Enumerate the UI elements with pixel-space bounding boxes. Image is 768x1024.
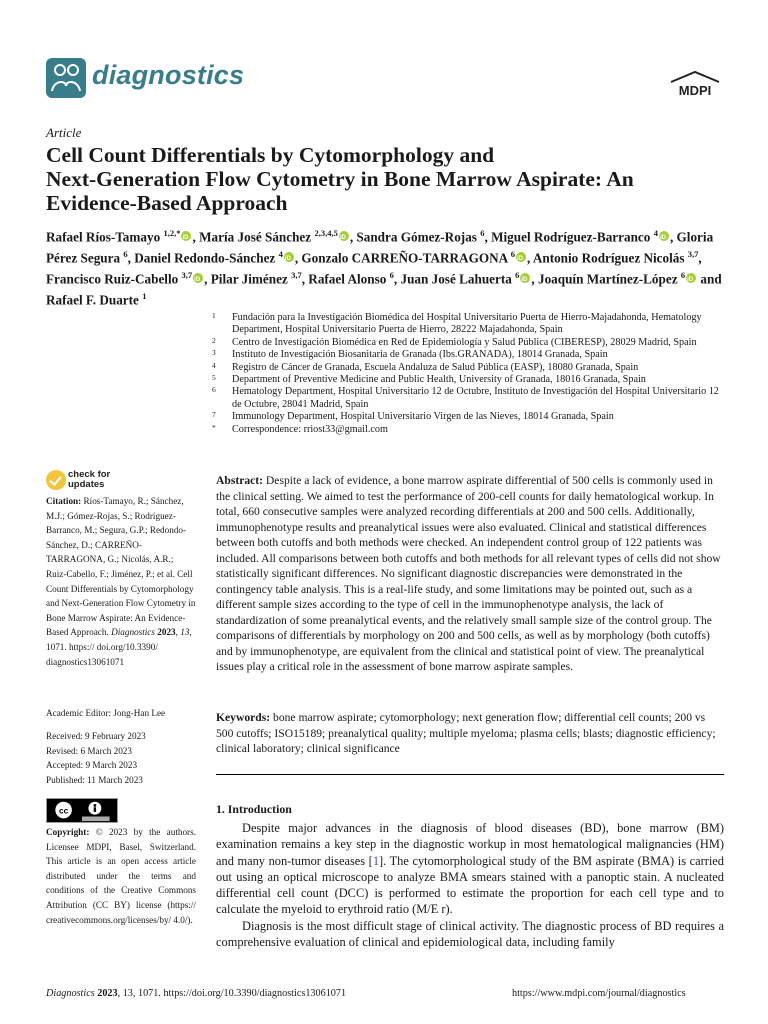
author-name: Rafael Ríos-Tamayo: [46, 229, 164, 245]
author-affiliation-marker: 2,3,4,5: [314, 228, 338, 238]
affiliation-text: Instituto de Investigación Biosanitaria de Granada (Ibs.GRANADA), 18014 Granada, Spain: [232, 349, 608, 361]
author-affiliation-marker: 3,7: [181, 269, 193, 280]
check-for-updates-label[interactable]: check for updates: [68, 469, 111, 490]
affiliation-item: [210, 424, 730, 436]
journal-name[interactable]: diagnostics: [92, 60, 245, 90]
reference-link[interactable]: 1: [372, 853, 380, 868]
abstract: Abstract: Despite a lack of evidence, a bone marrow aspirate differential of 500 cells is commonly used in the clinical setting. We aimed to test the performance of 200-cell counts for daily hematological workup. In total, 660 consecutive samples were analyzed recording differentials at 200 and 500 cells. Additionally, immunophenotype results and preanalytical issues were also evaluated. Clinical and statistical differences between both cutoffs and both methods were checked. An independent control group of 122 patients was included. All comparisons between both cutoffs and both methods for all relevant types of cells did not show statistically significant differences. No significant diagnostic discrepancies were demonstrated in the contingency table analysis. This is a real-life study, and some limitations may be pointed out, such as a different sample sizes according to the type of cell in the immunophenotype analysis, the lack of standardization of some preanalytical events, and the relatively small sample size of the control group. The comparisons of differentials by morphology on 200 and 500 cells, as well as by morphology (both cutoffs) and by immunophenotype, are equivalent from the clinical and statistical point of view. The preanalytical issues play a critical role in the assessment of bone marrow aspirate samples.: [216, 474, 721, 673]
affiliation-item: [210, 312, 730, 337]
orcid-icon[interactable]: [181, 231, 191, 241]
author-affiliation-marker: 6: [389, 269, 394, 280]
author-name: Francisco Ruiz-Cabello: [46, 271, 182, 287]
introduction-text: Despite major advances in the diagnosis of blood diseases (BD), bone marrow (BM) examination remains a key step in the diagnostic workup in most hematological malignancies (HM) and many non-tumor diseases [1]. The cytomorphological study of the BM aspirate (BMA) is carried out using an optical microscope to analyze BMA smears stained with a panoptic stain. A nucleated differential cell count (DCC) is performed to estimate the proportion for each cell type and to calculate the myeloid to erythroid ratio (M/E r). Diagnosis is the most difficult stage of clinical activity. The diagnostic process of BD requires a comprehensive evaluation of clinical and epidemiological data, including family: [216, 821, 724, 950]
affiliation-item: [210, 337, 730, 349]
author-name: Joaquín Martínez-López: [537, 271, 681, 287]
affiliation-number: 6: [212, 385, 216, 395]
author-name: Gloria Pérez Segura: [46, 229, 714, 266]
svg-text:cc: cc: [58, 806, 69, 816]
citation-block: Citation: Ríos-Tamayo, R.; Sánchez, M.J.; Gómez-Rojas, S.; Rodríguez-Barranco, M.; Segura, G.P.; Redondo-Sánchez, D.; CARREÑO-TARRAGONA, G.; Nicolás, A.R.; Ruiz-Cabello, F.; Jiménez, P.; et al. Cell Count Differentials by Cytomorphology and Next-Generation Flow Cytometry in Bone Marrow Aspirate: An Evidence-Based Approach. Diagnostics 2023, 13, 1071. https:// doi.org/10.3390/ diagnostics13061071: [46, 496, 196, 667]
footer-citation: Diagnostics 2023, 13, 1071. https://doi.org/10.3390/diagnostics13061071: [46, 988, 347, 999]
author-name: Sandra Gómez-Rojas: [356, 229, 481, 245]
affiliation-number: 7: [212, 410, 216, 420]
keywords: Keywords: bone marrow aspirate; cytomorphology; next generation flow; differential cell counts; 200 vs 500 cutoffs; ISO15189; preanalytical quality; multiple myeloma; plasma cells; blasts; diagnostic efficiency; clinical laboratory; clinical significance: [216, 711, 716, 755]
orcid-icon[interactable]: [520, 273, 530, 283]
author-affiliation-marker: 1: [142, 290, 147, 301]
section-divider: [216, 774, 724, 775]
academic-editor: Academic Editor: Jong-Han Lee: [46, 708, 166, 718]
introduction-heading: 1. Introduction: [216, 802, 292, 816]
cc-by-license-icon[interactable]: [46, 798, 118, 823]
author-affiliation-marker: 6: [680, 269, 686, 280]
author-name: Rafael F. Duarte: [46, 292, 143, 308]
footer-journal-url[interactable]: https://www.mdpi.com/journal/diagnostics: [512, 988, 686, 999]
affiliation-item: [210, 386, 730, 411]
author-affiliation-marker: 4: [653, 228, 658, 238]
affiliation-number: 1: [212, 311, 216, 320]
affiliation-text: Centro de Investigación Biomédica en Red de Epidemiología y Salud Pública (CIBERESP), 28029 Madrid, Spain: [232, 336, 697, 348]
affiliation-item: [210, 374, 730, 386]
page-title: Cell Count Differentials by Cytomorphology and Next-Generation Flow Cytometry in Bone Marrow Aspirate: An Evidence-Based Approach: [46, 143, 634, 215]
author-affiliation-marker: 4: [278, 248, 283, 259]
author-name: Daniel Redondo-Sánchez: [134, 250, 279, 266]
orcid-icon[interactable]: [516, 252, 526, 262]
orcid-icon[interactable]: [193, 273, 203, 283]
author-name: María José Sánchez: [199, 229, 315, 245]
author-name: Juan José Lahuerta: [400, 271, 516, 287]
affiliation-text: Fundación para la Investigación Biomédica del Hospital Universitario Puerta de Hierro-Majadahonda, Hematology Department, Hospital Universitario Puerta de Hierro, 28222 Majadahonda, Spain: [232, 312, 702, 336]
check-for-updates-icon[interactable]: [46, 470, 66, 490]
author-affiliation-marker: 3,7: [291, 269, 302, 280]
affiliation-number: 3: [212, 348, 216, 358]
affiliation-item: [210, 362, 730, 374]
orcid-icon[interactable]: [686, 273, 696, 283]
affiliation-number: *: [212, 422, 216, 432]
author-affiliation-marker: 3,7: [687, 248, 699, 259]
article-type: Article: [46, 125, 82, 140]
author-affiliation-marker: 1,2,*: [163, 228, 181, 238]
author-name: Gonzalo CARREÑO-TARRAGONA: [301, 250, 511, 266]
affiliation-text: Department of Preventive Medicine and Public Health, University of Granada, 18016 Granada, Spain: [232, 374, 646, 386]
author-name: Rafael Alonso: [308, 271, 390, 287]
author-affiliation-marker: 6: [480, 228, 485, 238]
author-affiliation-marker: 6: [123, 248, 128, 259]
affiliation-text: Hematology Department, Hospital Universitario 12 de Octubre, Instituto de Investigación del Hospital Universitario 12 de Octubre, 28041 Madrid, Spain: [232, 386, 719, 410]
affiliation-text: Correspondence: rriost33@gmail.com: [232, 423, 388, 435]
journal-logo: [46, 58, 86, 98]
affiliation-list: [210, 312, 730, 436]
author-list: Rafael Ríos-Tamayo $^{1,2,*}$iD , María José Sánchez $^{2,3,4,5}$iD , Sandra Gómez-Rojas $^6$, Miguel Rodríguez-Barranco $^4$iD , Gloria Pérez Segura $^6$, Daniel Redondo-Sánchez $^4$iD , Gonzalo CARREÑO-TARRAGONA $^6$iD , Antonio Rodríguez Nicolás $^{3,7}$, Francisco Ruiz-Cabello $^{3,7}$iD , Pilar Jiménez $^{3,7}$, Rafael Alonso $^6$, Juan José Lahuerta $^6$iD , Joaquín Martínez-López $^6$iD and Rafael F. Duarte $^1$: [46, 225, 736, 309]
copyright-notice: Copyright: © 2023 by the authors. Licensee MDPI, Basel, Switzerland. This article is an open access article distributed under the terms and conditions of the Creative Commons Attribution (CC BY) license (https:// creativecommons.org/licenses/by/ 4.0/).: [46, 827, 196, 925]
orcid-icon[interactable]: [659, 231, 669, 241]
citation-doi-link[interactable]: doi.org/10.3390/ diagnostics13061071: [46, 641, 158, 667]
affiliation-item: [210, 349, 730, 361]
author-name: Antonio Rodríguez Nicolás: [532, 250, 688, 266]
affiliation-number: 5: [212, 373, 216, 383]
mdpi-logo[interactable]: [667, 70, 723, 102]
publication-dates: Received: 9 February 2023 Revised: 6 March 2023 Accepted: 9 March 2023 Published: 11 March 2023: [46, 731, 146, 785]
svg-text:MDPI: MDPI: [678, 83, 712, 98]
author-name: Miguel Rodríguez-Barranco: [491, 229, 654, 245]
author-affiliation-marker: 6: [510, 248, 515, 259]
affiliation-number: 2: [212, 335, 216, 345]
affiliation-text: Immunology Department, Hospital Universitario Virgen de las Nieves, 18014 Granada, Spain: [232, 411, 614, 423]
orcid-icon[interactable]: [339, 231, 349, 241]
affiliation-item: [210, 411, 730, 423]
author-affiliation-marker: 6: [515, 269, 520, 280]
author-name: Pilar Jiménez: [210, 271, 292, 287]
orcid-icon[interactable]: [284, 252, 294, 262]
affiliation-number: 4: [212, 360, 216, 370]
affiliation-text: Registro de Cáncer de Granada, Escuela Andaluza de Salud Pública (EASP), 18080 Granada, Spain: [232, 361, 639, 373]
